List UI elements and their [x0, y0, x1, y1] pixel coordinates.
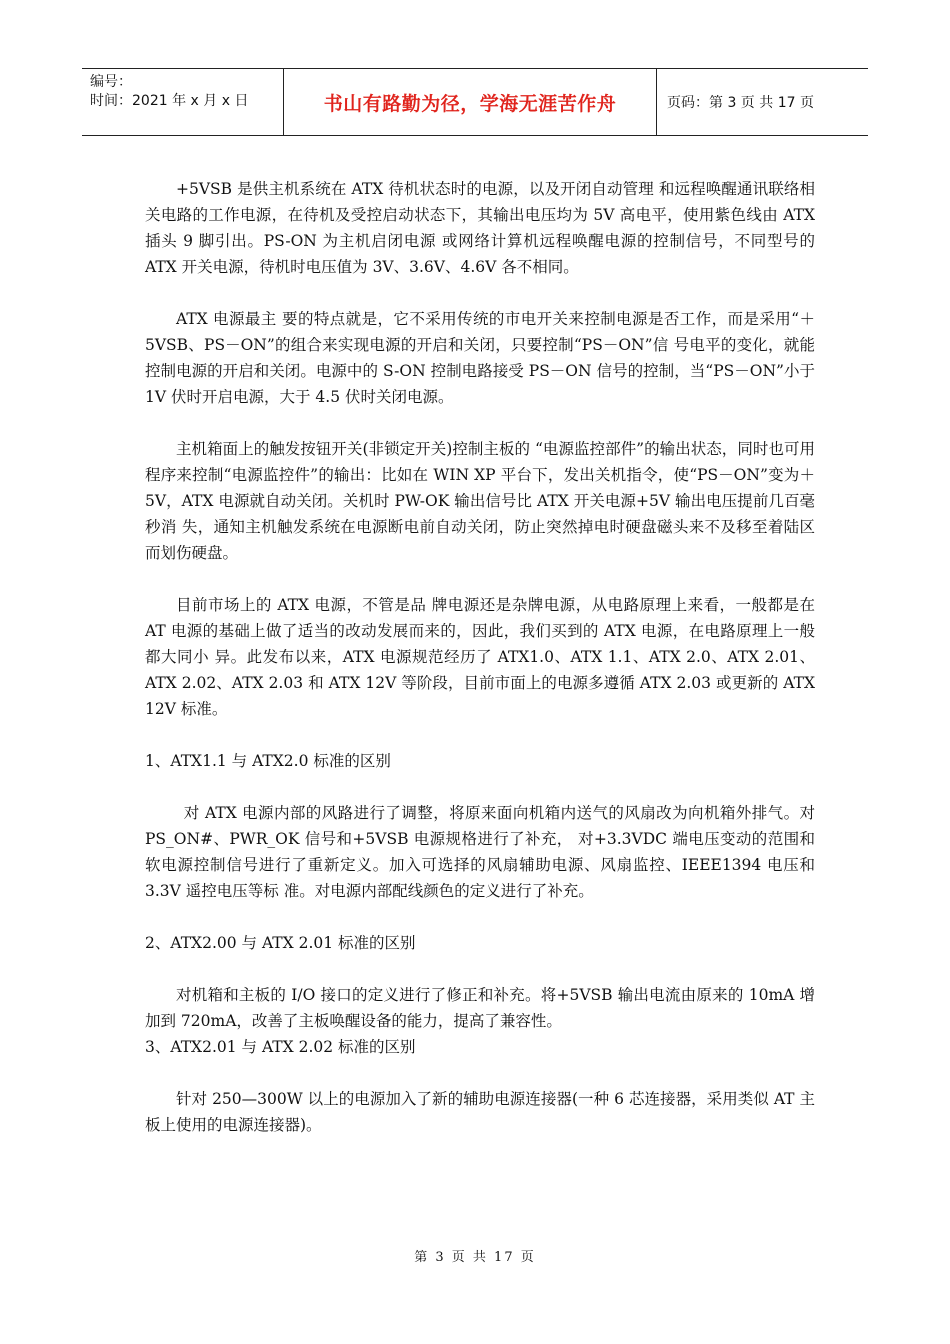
section-heading-3: 3、ATX2.01 与 ATX 2.02 标准的区别 — [145, 1038, 416, 1056]
page-footer: 第 3 页 共 17 页 — [414, 1250, 536, 1265]
section-body-1: 对 ATX 电源内部的风路进行了调整，将原来面向机箱内送气的风扇改为向机箱外排气。对 PS_ON#、PWR_OK 信号和+5VSB 电源规格进行了补充， 对+3.3VDC 端电压变动的范围和软电源控制信号进行了重新定义。加入可选择的风扇辅助电源、风扇监控、IEEE1394 电压和 3.3V 遥控电压等标 准。对电源内部配线颜色的定义进行了补充。 — [145, 804, 815, 900]
section-heading-1: 1、ATX1.1 与 ATX2.0 标准的区别 — [145, 752, 391, 770]
paragraph-atx-feature: ATX 电源最主 要的特点就是，它不采用传统的市电开关来控制电源是否工作，而是采用“＋5VSB、PS－ON”的组合来实现电源的开启和关闭，只要控制“PS－ON”信 号电平的变化，就能控制电源的开启和关闭。电源中的 S-ON 控制电路接受 PS－ON 信号的控制，当“PS－ON”小于 1V 伏时开启电源，大于 4.5 伏时关闭电源。 — [145, 310, 815, 406]
document-body — [145, 176, 815, 1138]
time-label: 时间：2021 年 x 月 x 日 — [90, 93, 249, 109]
section-body-3: 针对 250—300W 以上的电源加入了新的辅助电源连接器(一种 6 芯连接器，采用类似 AT 主板上使用的电源连接器)。 — [145, 1090, 815, 1134]
paragraph-atx-history: 目前市场上的 ATX 电源，不管是品 牌电源还是杂牌电源，从电路原理上来看，一般都是在 AT 电源的基础上做了适当的改动发展而来的，因此，我们买到的 ATX 电源，在电路原理上一般都大同小 异。此发布以来，ATX 电源规范经历了 ATX1.0、ATX 1.1、ATX 2.0、ATX 2.01、ATX 2.02、ATX 2.03 和 ATX 12V 等阶段，目前市面上的电源多遵循 ATX 2.03 或更新的 ATX 12V 标准。 — [145, 596, 815, 718]
section-body-2: 对机箱和主板的 I/O 接口的定义进行了修正和补充。将+5VSB 输出电流由原来的 10mA 增加到 720mA，改善了主板唤醒设备的能力，提高了兼容性。 — [145, 986, 815, 1030]
header-meta — [82, 69, 284, 135]
number-label: 编号： — [90, 74, 132, 90]
section-heading-2: 2、ATX2.00 与 ATX 2.01 标准的区别 — [145, 934, 416, 952]
header-page-info: 页码：第 3 页 共 17 页 — [667, 95, 814, 111]
paragraph-5vsb: +5VSB 是供主机系统在 ATX 待机状态时的电源，以及开闭自动管理 和远程唤醒通讯联络相关电路的工作电源，在待机及受控启动状态下，其输出电压均为 5V 高电平，使用紫色线由 ATX 插头 9 脚引出。PS-ON 为主机启闭电源 或网络计算机远程唤醒电源的控制信号，不同型号的 ATX 开关电源，待机时电压值为 3V、3.6V、4.6V 各不相同。 — [145, 180, 815, 276]
page-header — [82, 68, 868, 136]
header-motto: 书山有路勤为径，学海无涯苦作舟 — [284, 69, 657, 135]
paragraph-power-button: 主机箱面上的触发按钮开关(非锁定开关)控制主板的 “电源监控部件”的输出状态，同时也可用程序来控制“电源监控件”的输出：比如在 WIN XP 平台下，发出关机指令，使“PS－ON”变为＋5V，ATX 电源就自动关闭。关机时 PW-OK 输出信号比 ATX 开关电源+5V 输出电压提前几百毫秒消 失，通知主机触发系统在电源断电前自动关闭，防止突然掉电时硬盘磁头来不及移至着陆区而划伤硬盘。 — [145, 440, 815, 562]
